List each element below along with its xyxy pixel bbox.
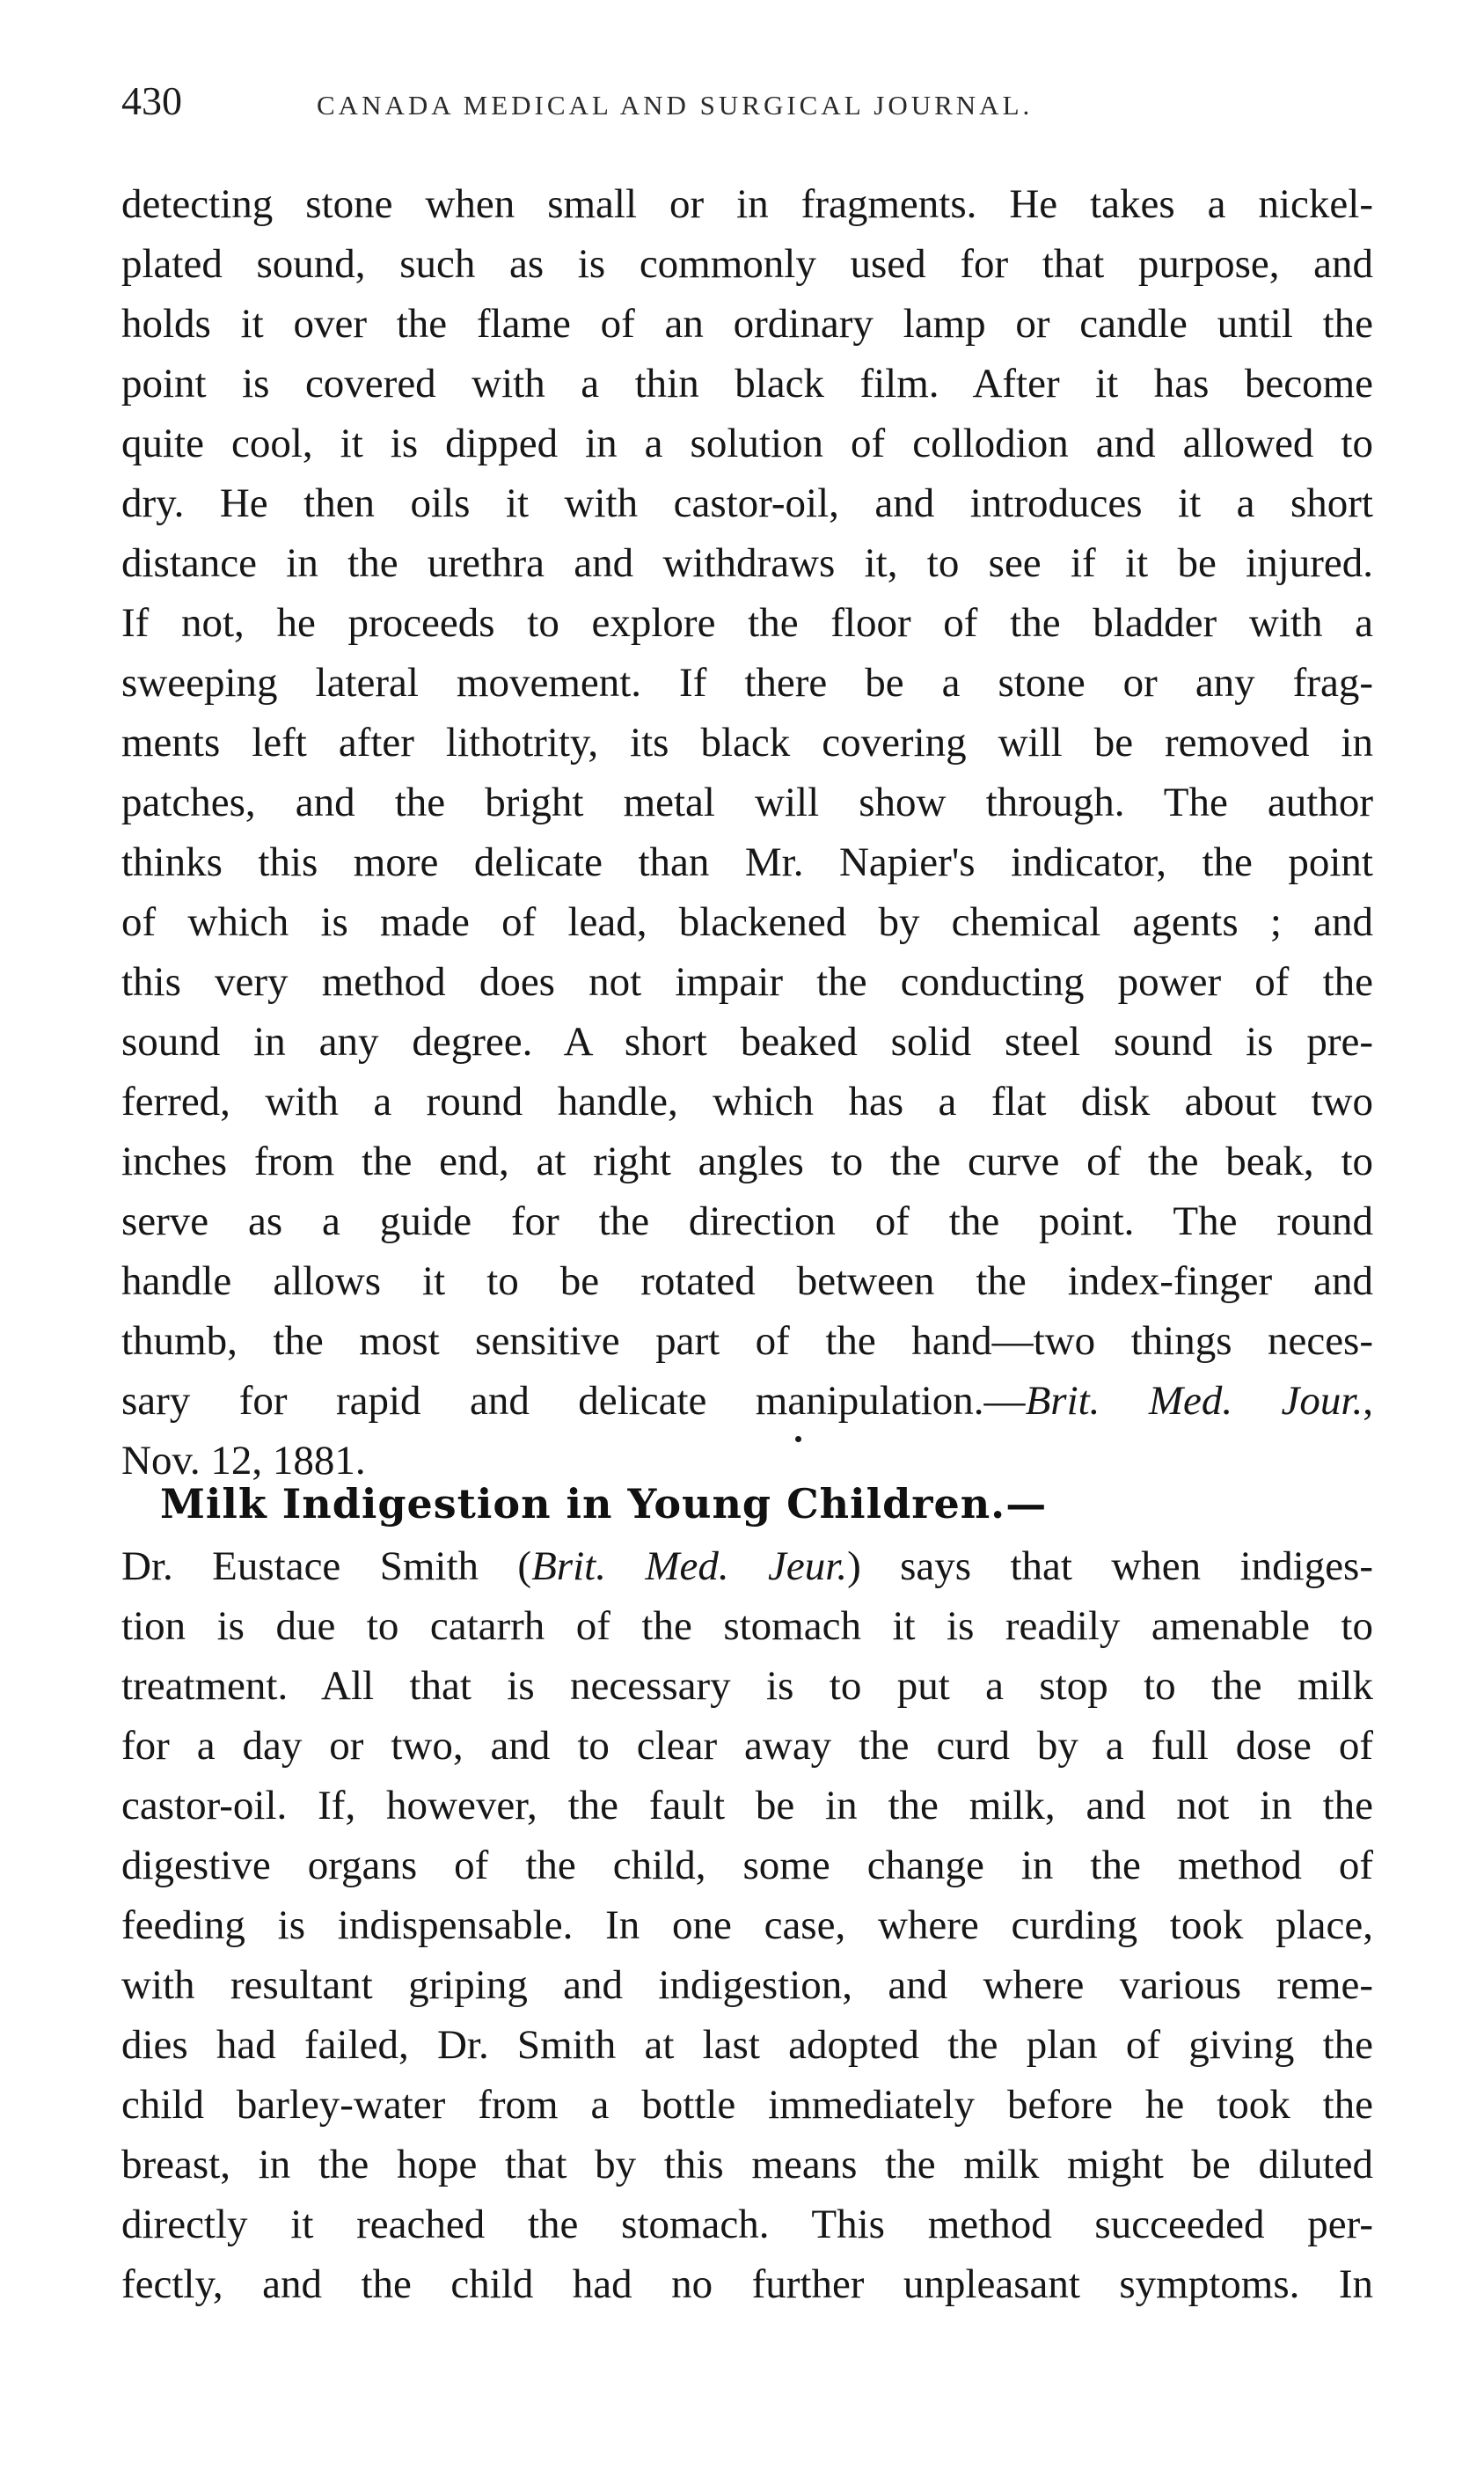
text-line: directly it reached the stomach. This method succeeded per- [121,2202,1373,2247]
text-line: dies had failed, Dr. Smith at last adopted the plan of giving the [121,2022,1373,2068]
text-line: serve as a guide for the direction of the point. The round [121,1198,1373,1244]
citation-lead: sary for rapid and delicate manipulation.— [121,1378,1026,1424]
text-line: ments left after lithotrity, its black covering will be removed in [121,720,1373,766]
text-line: thinks this more delicate than Mr. Napier's indicator, the point [121,839,1373,885]
text-line: thumb, the most sensitive part of the hand—two things neces- [121,1318,1373,1364]
journal-title: CANADA MEDICAL AND SURGICAL JOURNAL. [317,90,1034,121]
text-line: holds it over the flame of an ordinary lamp or candle until the [121,301,1373,347]
text-line: If not, he proceeds to explore the floor of the bladder with a [121,600,1373,646]
text-line: with resultant griping and indigestion, and where various reme- [121,1962,1373,2008]
text-line: plated sound, such as is commonly used for that purpose, and [121,241,1373,287]
text-line: child barley-water from a bottle immediately before he took the [121,2082,1373,2128]
text-line: fectly, and the child had no further unpleasant symptoms. In [121,2261,1373,2307]
journal-citation: Brit. Med. Jour. [1025,1378,1363,1424]
section-heading: Milk Indigestion in Young Children.— [160,1480,1048,1528]
text-line: this very method does not impair the conducting power of the [121,959,1373,1005]
paragraph-milk-indigestion [121,1536,1373,2314]
text-line: distance in the urethra and withdraws it, to see if it be injured. [121,540,1373,586]
line-tail: ) says that when indiges- [847,1543,1373,1589]
text-line: handle allows it to be rotated between the index-finger and [121,1258,1373,1304]
text-line: for a day or two, and to clear away the curd by a full dose of [121,1723,1373,1769]
citation-tail: , [1363,1378,1373,1424]
text-line: patches, and the bright metal will show through. The author [121,780,1373,825]
text-line: sweeping lateral movement. If there be a stone or any frag- [121,660,1373,706]
citation-date: Nov. 12, 1881. [121,1438,366,1484]
text-line: castor-oil. If, however, the fault be in the milk, and not in the [121,1783,1373,1828]
text-line: quite cool, it is dipped in a solution of collodion and allowed to [121,421,1373,466]
text-line [121,1536,1373,1596]
text-line: sound in any degree. A short beaked solid steel sound is pre- [121,1019,1373,1065]
running-head [121,77,1371,130]
text-line: point is covered with a thin black film. After it has become [121,361,1373,407]
text-line: treatment. All that is necessary is to put a stop to the milk [121,1663,1373,1709]
text-line: feeding is indispensable. In one case, where curding took place, [121,1902,1373,1948]
text-line: tion is due to catarrh of the stomach it is readily amenable to [121,1603,1373,1649]
journal-citation: Brit. Med. Jeur. [531,1543,848,1589]
print-speck [795,1436,801,1442]
citation-line [121,1371,1373,1431]
text-line: of which is made of lead, blackened by chemical agents ; and [121,899,1373,945]
line-lead: Dr. Eustace Smith ( [121,1543,532,1589]
text-line: dry. He then oils it with castor-oil, and introduces it a short [121,480,1373,526]
text-line: detecting stone when small or in fragments. He takes a nickel- [121,181,1373,227]
text-line: digestive organs of the child, some change in the method of [121,1843,1373,1888]
paragraph-lithotrity-sound [121,174,1373,1491]
page-number: 430 [121,78,182,123]
text-line: breast, in the hope that by this means the milk might be diluted [121,2142,1373,2187]
text-line: ferred, with a round handle, which has a flat disk about two [121,1079,1373,1125]
text-line: inches from the end, at right angles to the curve of the beak, to [121,1139,1373,1184]
